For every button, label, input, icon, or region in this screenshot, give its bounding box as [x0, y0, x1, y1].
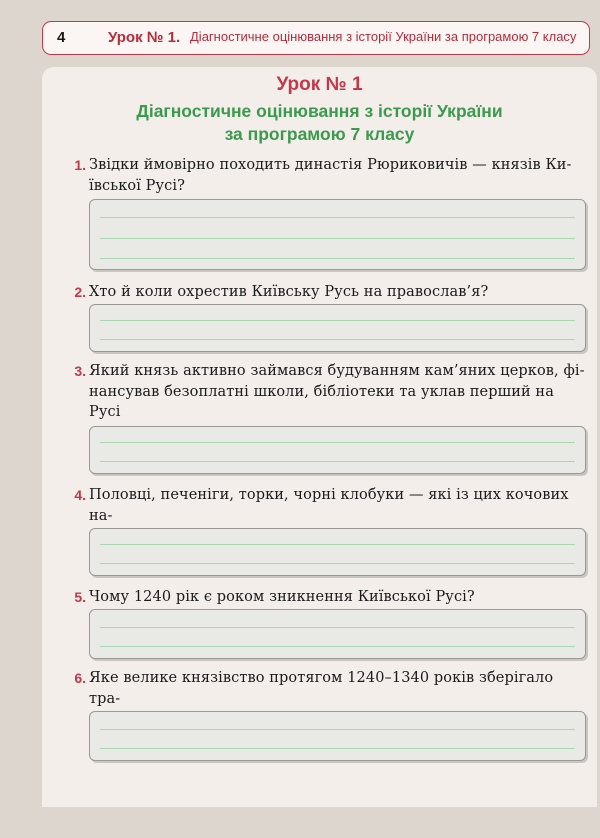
answer-box-3[interactable] [89, 426, 586, 474]
lesson-subtitle-line-2: за програмою 7 класу [224, 124, 415, 144]
answer-box-4[interactable] [89, 528, 586, 576]
question-2-number: 2. [74, 284, 86, 300]
question-6-line-1: Яке велике князівство протягом 1240–1340 років зберігало тра- [89, 670, 554, 707]
question-3-line-2: нансував безоплатні школи, бібліотеки та уклав перший на Русі [89, 383, 554, 420]
answer-box-1[interactable] [89, 199, 586, 270]
question-1-number: 1. [74, 157, 86, 173]
lesson-subtitle [42, 100, 597, 146]
lesson-title: Урок № 1 [276, 74, 363, 95]
answer-box-6[interactable] [89, 711, 586, 761]
question-1-line-1: Звідки ймовірно походить династія Рюриковичів — князів Ки- [89, 157, 572, 173]
page-number: 4 [57, 29, 66, 46]
question-5-text [89, 587, 585, 608]
answer-box-2[interactable] [89, 304, 586, 352]
answer-box-5[interactable] [89, 609, 586, 659]
question-6-number: 6. [74, 670, 86, 686]
question-1-line-2: ївської Русі? [89, 177, 185, 194]
question-3-line-1: Який князь активно займався будуванням кам’яних церков, фі- [89, 363, 585, 379]
header-lesson-label: Урок № 1. [108, 29, 181, 46]
lesson-subtitle-line-1: Діагностичне оцінювання з історії України [136, 101, 503, 121]
question-2-text [89, 282, 585, 303]
question-4-line-1: Половці, печеніги, торки, чорні клобуки — які із цих кочових на- [89, 487, 569, 524]
question-1-text [89, 155, 585, 196]
header-topic: Діагностичне оцінювання з історії України за програмою 7 класу [190, 29, 577, 44]
question-5-line-1: Чому 1240 рік є роком зникнення Київської Русі? [89, 589, 475, 605]
question-3-number: 3. [74, 363, 86, 379]
question-4-number: 4. [74, 487, 86, 503]
question-2-line-1: Хто й коли охрестив Київську Русь на православ’я? [89, 284, 489, 300]
question-5-number: 5. [74, 589, 86, 605]
